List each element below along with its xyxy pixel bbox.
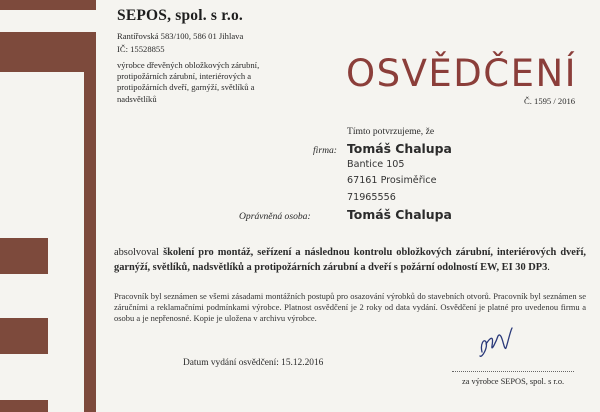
frame-middle-bar [0, 238, 48, 274]
firm-street: Bantice 105 [347, 159, 405, 170]
certificate-title: OSVĚDČENÍ [346, 52, 578, 95]
issuer-description: výrobce dřevěných obložkových zárubní, protipožárních zárubní, interiérových a protipožárních dveří, garnýží, světlíků a nadsvětlíků [117, 60, 260, 104]
frame-lower-bar [0, 318, 48, 354]
person-name: Tomáš Chalupa [347, 207, 452, 222]
training-statement [114, 245, 586, 275]
certificate-number: Č. 1595 / 2016 [524, 96, 576, 106]
issuer-ico: IČ: 15528855 [117, 44, 165, 54]
issuer-address: Rantířovská 583/100, 586 01 Jihlava [117, 31, 244, 41]
frame-bottom-bar [0, 400, 48, 412]
confirm-text: Tímto potvrzujeme, že [347, 126, 435, 137]
notice-paragraph: Pracovník byl seznámen se všemi zásadami montážních postupů pro osazování výrobků do stavebních otvorů. Pracovník byl seznámen se záručními a reklamačními podmínkami výrobce. Platnost osvědčení je 2 roky od data vydání. Osvědčení je platné pro uvedenou firmu a osobu a je nepřenosné. Kopie je uložena v archivu výrobce. [114, 291, 586, 324]
signature [468, 322, 538, 368]
firm-city: 67161 Prosiměřice [347, 175, 437, 186]
person-label: Oprávněná osoba: [239, 211, 311, 222]
training-prefix: absolvoval [114, 247, 164, 258]
training-suffix: . [547, 262, 550, 273]
firm-name: Tomáš Chalupa [347, 141, 452, 156]
frame-upper-bar [0, 32, 96, 72]
signature-caption: za výrobce SEPOS, spol. s r.o. [462, 377, 565, 386]
signature-line [452, 371, 574, 372]
training-description: školení pro montáž, seřízení a následnou kontrolu obložkových zárubní, interiérových dveří, garnýží, světlíků, nadsvětlíků a protipožárních zárubní a dveří s požární odolností EW, EI 30 DP3 [114, 247, 586, 273]
firm-ico: 71965556 [347, 192, 396, 203]
frame-vertical-bar [84, 72, 96, 412]
issuer-name: SEPOS, spol. s r.o. [117, 7, 243, 24]
firm-label: firma: [313, 145, 337, 156]
frame-top-bar [0, 0, 96, 10]
issue-date: Datum vydání osvědčení: 15.12.2016 [183, 358, 324, 368]
